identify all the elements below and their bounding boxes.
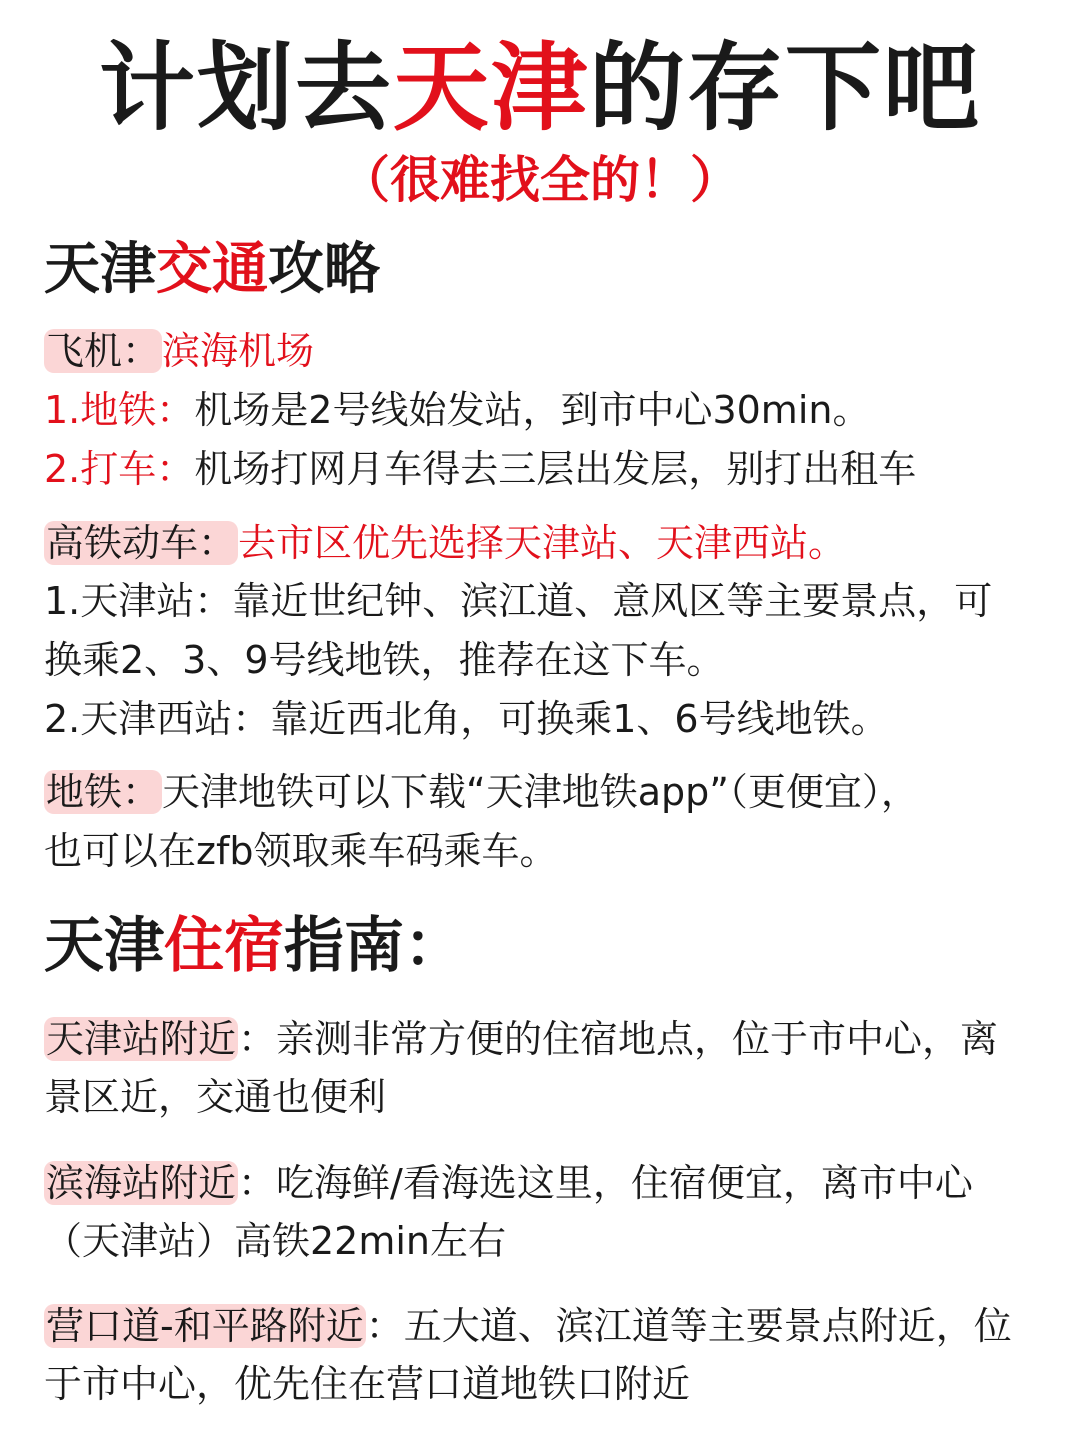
- title-part-3: 的存下吧: [589, 32, 981, 144]
- train-heading: [44, 514, 1044, 572]
- lodging-item-3-line-2: 于市中心，优先住在营口道地铁口附近: [44, 1362, 691, 1406]
- title-part-1: 计划去: [99, 32, 393, 144]
- plane-item-2-text: 机场打网月车得去三层出发层，别打出租车: [194, 447, 917, 491]
- lodging-item-3-line-1: ：五大道、滨江道等主要景点附近，位: [365, 1304, 1012, 1348]
- lodging-title-part-1: 天津: [44, 911, 164, 981]
- plane-item-2: [44, 440, 1044, 498]
- transport-title-part-1: 天津: [44, 237, 156, 302]
- plane-item-1: [44, 381, 1044, 439]
- transport-title-part-3: 攻略: [268, 237, 380, 302]
- lodging-item-1-line-1: ：亲测非常方便的住宿地点，位于市中心，离: [238, 1017, 999, 1061]
- train-value: 去市区优先选择天津站、天津西站。: [238, 521, 847, 565]
- lodging-item-2: [44, 1154, 1044, 1212]
- plane-item-1-text: 机场是2号线始发站，到市中心30min。: [194, 388, 871, 432]
- page-title: [0, 28, 1080, 148]
- lodging-title-part-3: 指南：: [284, 911, 464, 981]
- lodging-section-title: [44, 908, 464, 984]
- metro-line-1: 天津地铁可以下载“天津地铁app”（更便宜），: [162, 770, 919, 814]
- page-subtitle: （很难找全的！）: [340, 151, 740, 209]
- train-label: 高铁动车：: [46, 521, 237, 565]
- lodging-item-1: [44, 1010, 1044, 1068]
- lodging-item-2-line-2: （天津站）高铁22min左右: [44, 1219, 507, 1263]
- train-line-3: 2.天津西站：靠近西北角，可换乘1、6号线地铁。: [44, 697, 889, 741]
- metro-line-2: 也可以在zfb领取乘车码乘车。: [44, 829, 558, 873]
- lodging-item-1-label: 天津站附近: [46, 1017, 237, 1061]
- lodging-title-part-2: 住宿: [164, 911, 284, 981]
- lodging-item-3-label: 营口道-和平路附近: [46, 1304, 364, 1348]
- lodging-item-2-label: 滨海站附近: [46, 1161, 237, 1205]
- plane-heading: [44, 322, 1044, 380]
- plane-label: 飞机：: [46, 329, 161, 373]
- plane-value: 滨海机场: [162, 329, 315, 373]
- lodging-item-2-line-1: ：吃海鲜/看海选这里，住宿便宜，离市中心: [238, 1161, 973, 1205]
- transport-title-part-2: 交通: [156, 237, 268, 302]
- train-line-1: 1.天津站：靠近世纪钟、滨江道、意风区等主要景点，可: [44, 579, 993, 623]
- lodging-item-1-line-2: 景区近，交通也便利: [44, 1075, 387, 1119]
- title-part-2: 天津: [393, 32, 589, 144]
- train-line-2: 换乘2、3、9号线地铁，推荐在这下车。: [44, 638, 725, 682]
- plane-item-1-label: 1.地铁：: [44, 388, 195, 432]
- metro-label: 地铁：: [46, 770, 161, 814]
- lodging-item-3: [44, 1297, 1044, 1355]
- metro-heading: [44, 763, 1044, 821]
- transport-section-title: [44, 234, 380, 306]
- plane-item-2-label: 2.打车：: [44, 447, 195, 491]
